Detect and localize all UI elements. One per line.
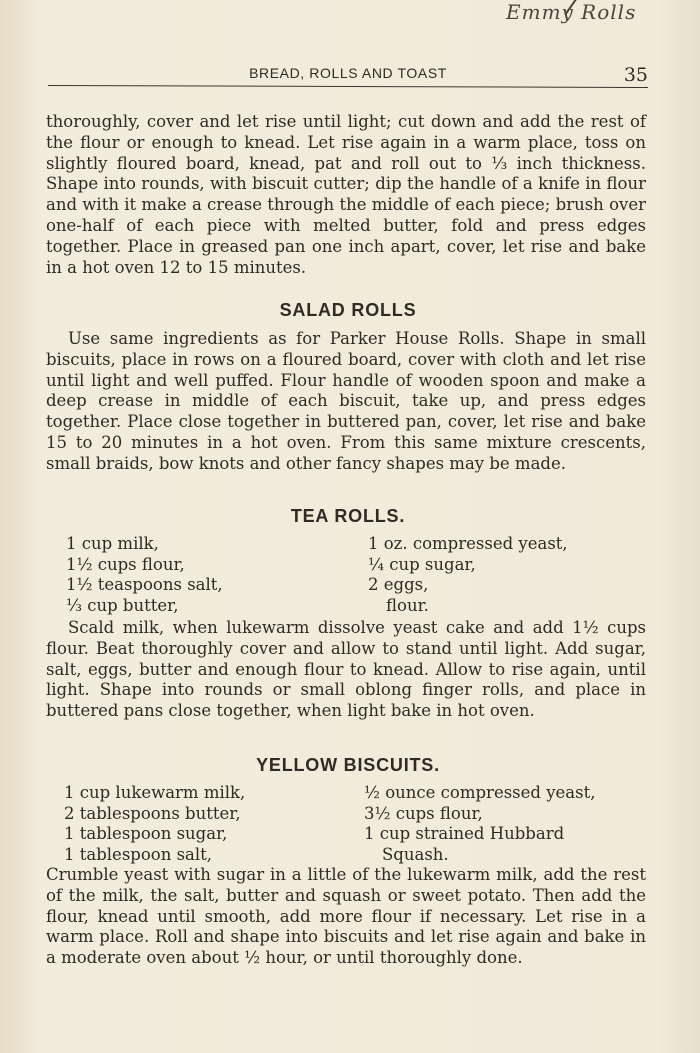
salad-rolls-directions: Use same ingredients as for Parker House Rolls. Shape in small biscuits, place in rows on a floured board, cover with cloth and let rise until light and well puffed. Flour handle of wooden spoon and make a deep crease in middle of each biscuit, take up, and press edges together. Place close together in buttered pan, cover, let rise and bake 15 to 20 minutes in a hot oven. From this same mixture crescents, small braids, bow knots and other fancy shapes may be made. (46, 329, 646, 473)
ingredient-item: 1½ teaspoons salt, (66, 575, 223, 594)
running-header (48, 62, 648, 88)
tea-rolls-directions: Scald milk, when lukewarm dissolve yeast cake and add 1½ cups flour. Beat thoroughly cover and allow to stand until light. Add sugar, salt, eggs, butter and enough flour to knead. Allow to rise again, until light. Shape into rounds or small oblong finger rolls, and place in buttered pans close together, when light bake in hot oven. (46, 618, 646, 721)
ingredient-item: 1 tablespoon salt, (64, 844, 213, 864)
ingredient-item: 1 cup strained Hubbard (364, 824, 565, 843)
handwritten-annotation: Emmy Rolls (506, 0, 637, 24)
ingredient-item: 3½ cups flour, (364, 803, 483, 823)
ingredient-item: ¼ cup sugar, (368, 554, 476, 574)
ingredient-item: 1 oz. compressed yeast, (368, 534, 568, 553)
ingredient-item: ½ ounce compressed yeast, (364, 783, 596, 802)
ingredient-item: 1 cup milk, (66, 534, 159, 553)
intro-paragraph: thoroughly, cover and let rise until light; cut down and add the rest of the flour or enough to knead. Let rise again in a warm place, toss on slightly floured board, knead, pat and roll out to ⅓ inch thickness. Shape into rounds, with biscuit cutter; dip the handle of a knife in flour and with it make a crease through the middle of each piece; brush over one-half of each piece with melted butter, fold and press edges together. Place in greased pan one inch apart, cover, let rise and bake in a hot oven 12 to 15 minutes. (46, 112, 646, 277)
salad-rolls-heading: SALAD ROLLS (279, 300, 417, 320)
ingredient-item: 1 tablespoon sugar, (64, 824, 228, 843)
ingredient-item: Squash. (382, 844, 449, 864)
ingredient-item: 1 cup lukewarm milk, (64, 783, 246, 802)
ingredient-item: flour. (386, 595, 429, 615)
ingredient-item: 1½ cups flour, (66, 554, 185, 574)
tea-rolls-heading: TEA ROLLS. (290, 506, 406, 526)
yellow-biscuits-ingredients-right (364, 783, 595, 865)
yellow-biscuits-heading: YELLOW BISCUITS. (256, 755, 440, 775)
ingredient-item: 2 tablespoons butter, (64, 803, 241, 823)
yellow-biscuits-directions: Crumble yeast with sugar in a little of the lukewarm milk, add the rest of the milk, the salt, butter and squash or sweet potato. Then add the flour, knead until smooth, add more flour if necessary. Let rise in a warm place. Roll and shape into biscuits and let rise again and bake in a moderate oven about ½ hour, or until thoroughly done. (46, 865, 646, 968)
ingredient-item: 2 eggs, (368, 575, 429, 594)
running-title: BREAD, ROLLS AND TOAST (249, 65, 447, 81)
ingredient-item: ⅓ cup butter, (66, 595, 179, 615)
tea-rolls-ingredients-left (66, 534, 223, 616)
page-number: 35 (623, 64, 648, 86)
tea-rolls-ingredients-right (368, 534, 568, 616)
yellow-biscuits-ingredients-left (64, 783, 245, 865)
